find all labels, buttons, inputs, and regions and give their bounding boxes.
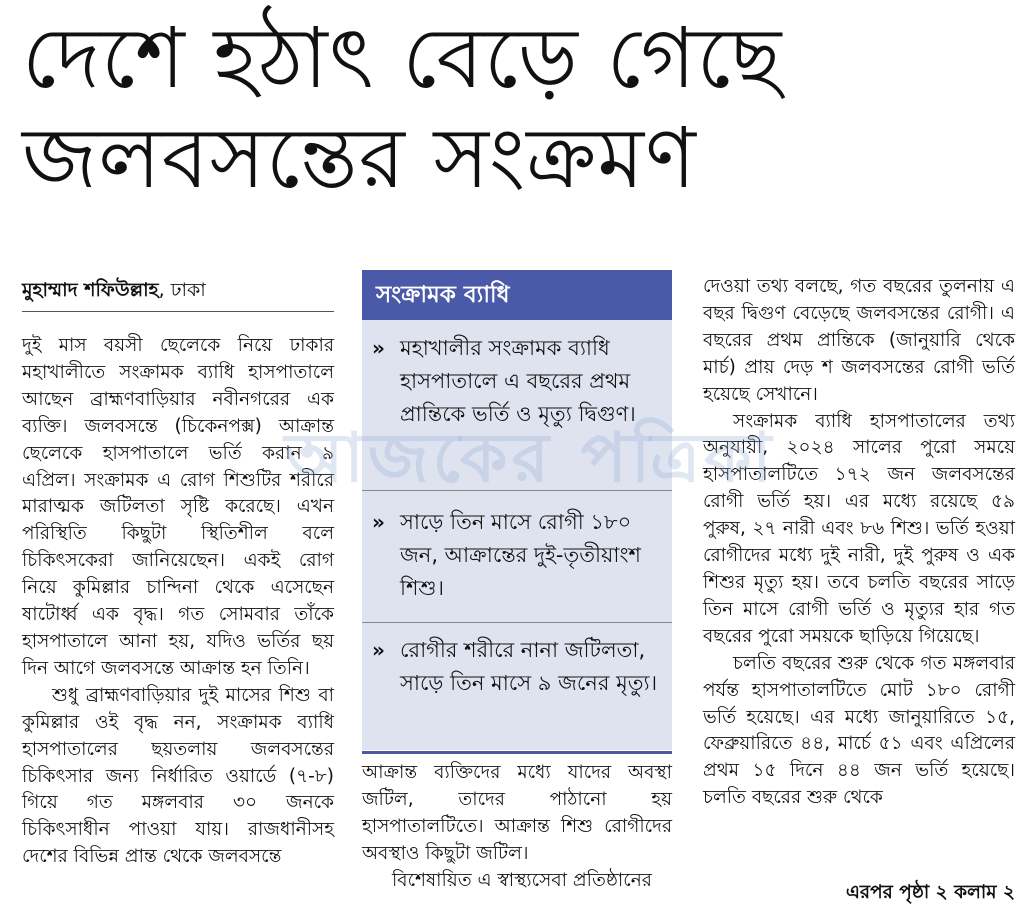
paragraph: চলতি বছরের শুরু থেকে গত মঙ্গলবার পর্যন্ত হাসপাতালটিতে মোট ১৮০ রোগী ভর্তি হয়েছে। এর মধ্যে জানুয়ারিতে ১৫, ফেব্রুয়ারিতে ৪৪, মার্চে ৫১ এবং এপ্রিলের প্রথম ১৫ দিনে ৪৪ জন ভর্তি হয়েছে। চলতি বছরের শুরু থেকে: [703, 652, 1015, 809]
sidebar-bullet: [372, 332, 662, 431]
article-column-2: [362, 760, 672, 895]
paragraph: সংক্রামক ব্যাধি হাসপাতালের তথ্য অনুযায়ী, ২০২৪ সালের পুরো সময়ে হাসপাতালটিতে ১৭২ জন জলবসন্তের রোগী ভর্তি হয়। এর মধ্যে রয়েছে ৫৯ পুরুষ, ২৭ নারী এবং ৮৬ শিশু। ভর্তি হওয়া রোগীদের মধ্যে দুই নারী, দুই পুরুষ ও এক শিশুর মৃত্যু হয়। তবে চলতি বছরের সাড়ে তিন মাসে রোগী ভর্তি ও মৃত্যুর হার গত বছরের পুরো সময়কে ছাড়িয়ে গিয়েছে।: [703, 410, 1015, 647]
headline: [22, 8, 1012, 208]
byline-author: মুহাম্মাদ শফিউল্লাহ: [22, 279, 159, 301]
sidebar-bullet-text: মহাখালীর সংক্রামক ব্যাধি হাসপাতালে এ বছরের প্রথম প্রান্তিকে ভর্তি ও মৃত্যু দ্বিগুণ।: [400, 336, 636, 426]
paragraph: শুধু ব্রাহ্মণবাড়িয়ার দুই মাসের শিশু বা কুমিল্লার ওই বৃদ্ধ নন, সংক্রামক ব্যাধি হাসপাতালের ছয়তলায় জলবসন্তের চিকিৎসার জন্য নির্ধারিত ওয়ার্ডে (৭-৮) গিয়ে গত মঙ্গলবার ৩০ জনকে চিকিৎসাধীন পাওয়া যায়। রাজধানীসহ দেশের বিভিন্ন প্রান্ত থেকে জলবসন্তে: [22, 684, 334, 868]
sidebar-bullet: [372, 506, 662, 605]
sidebar-box: [362, 270, 672, 750]
byline: [22, 276, 334, 304]
sidebar-divider: [362, 490, 672, 491]
sidebar-bullet: [372, 634, 662, 700]
sidebar-title: সংক্রামক ব্যাধি: [362, 270, 672, 320]
bullet-arrow-icon: »: [372, 510, 385, 534]
headline-line-2: জলবসন্তের সংক্রমণ: [22, 109, 697, 207]
article-column-3: [703, 274, 1015, 812]
sidebar-bullet-text: রোগীর শরীরে নানা জটিলতা, সাড়ে তিন মাসে ৯ জনের মৃত্যু।: [400, 638, 658, 695]
byline-divider: [22, 311, 334, 312]
paragraph: দুই মাস বয়সী ছেলেকে নিয়ে ঢাকার মহাখালীতে সংক্রামক ব্যাধি হাসপাতালে আছেন ব্রাহ্মণবাড়িয়ার নবীনগরের এক ব্যক্তি। জলবসন্তে (চিকেনপক্স) আক্রান্ত ছেলেকে হাসপাতালে ভর্তি করান ৯ এপ্রিল। সংক্রামক এ রোগ শিশুটির শরীরে মারাত্মক জটিলতা সৃষ্টি করেছে। এখন পরিস্থিতি কিছুটা স্থিতিশীল বলে চিকিৎসকেরা জানিয়েছেন। একই রোগ নিয়ে কুমিল্লার চান্দিনা থেকে এসেছেন ষাটোর্ধ্ব এক বৃদ্ধ। গত সোমবার তাঁকে হাসপাতালে আনা হয়, যদিও ভর্তির ছয় দিন আগে জলবসন্তে আক্রান্ত হন তিনি।: [22, 335, 334, 679]
paragraph: দেওয়া তথ্য বলছে, গত বছরের তুলনায় এ বছর দ্বিগুণ বেড়েছে জলবসন্তের রোগী। এ বছরের প্রথম প্রান্তিকে (জানুয়ারি থেকে মার্চ) প্রায় দেড় শ জলবসন্তের রোগী ভর্তি হয়েছে সেখানে।: [703, 276, 1015, 405]
continuation-note: এরপর পৃষ্ঠা ২ কলাম ২: [845, 882, 1015, 903]
sidebar-divider: [362, 622, 672, 623]
sidebar-bullet-text: সাড়ে তিন মাসে রোগী ১৮০ জন, আক্রান্তের দুই-তৃতীয়াংশ শিশু।: [400, 510, 641, 600]
publication-watermark: আজকের পত্রিকা: [284, 419, 776, 498]
bullet-arrow-icon: »: [372, 638, 385, 662]
article-column-1: [22, 333, 334, 871]
paragraph: আক্রান্ত ব্যক্তিদের মধ্যে যাদের অবস্থা জটিল, তাদের পাঠানো হয় হাসপাতালটিতে। আক্রান্ত শিশু রোগীদের অবস্থাও কিছুটা জটিল।: [362, 762, 672, 864]
sidebar-bottom-rule: [362, 751, 672, 754]
bullet-arrow-icon: »: [372, 336, 385, 360]
headline-line-1: দেশে হঠাৎ বেড়ে গেছে: [22, 9, 783, 107]
byline-location: , ঢাকা: [158, 279, 206, 301]
paragraph: বিশেষায়িত এ স্বাস্থ্যসেবা প্রতিষ্ঠানের: [392, 869, 652, 891]
